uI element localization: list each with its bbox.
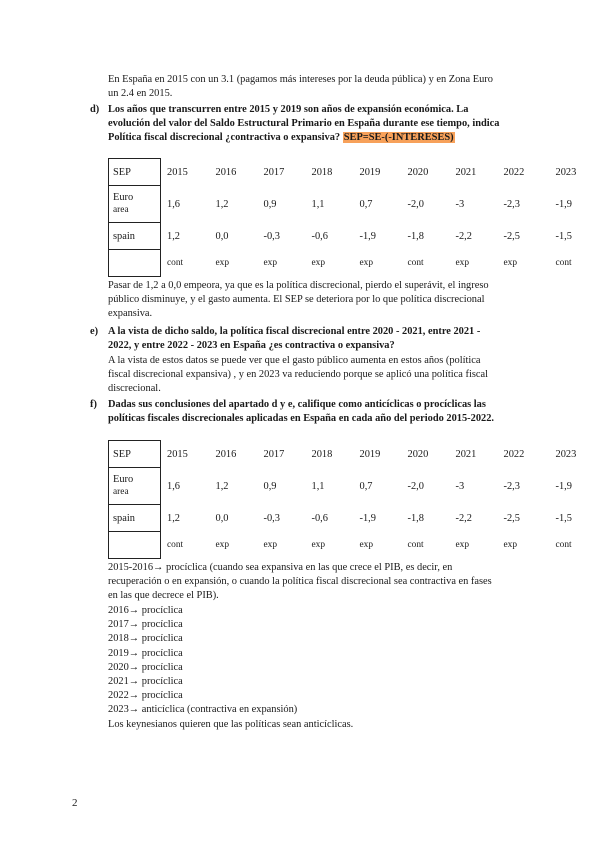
intro-paragraph: En España en 2015 con un 3.1 (pagamos más intereses por la deuda pública) y en Zona Euro un 2.4 en 2015. bbox=[108, 74, 493, 100]
sep-table-2 bbox=[108, 440, 598, 559]
list-item: 2022→ procíclica bbox=[108, 690, 183, 702]
list-item: 2019→ procíclica bbox=[108, 647, 183, 659]
table-header-cell: SEP bbox=[109, 159, 161, 186]
table-row-label: spain bbox=[109, 505, 161, 532]
question-d-text: Los años que transcurren entre 2015 y 2019 son años de expansión económica. La evolución del valor del Saldo Estructural Primario en España durante ese tiempo, indica Política fiscal discrecional ¿contractiva o expansiva? SEP=SE-(-INTERESES) bbox=[108, 104, 500, 144]
list-item: 2016→ procíclica bbox=[108, 605, 183, 616]
list-item: 2023→ anticíclica (contractiva en expansión) bbox=[108, 704, 298, 716]
table-row: SEP 2015 2016 2017 2018 2019 2020 2021 2022 2023 bbox=[109, 159, 598, 186]
table-row: spain 1,2 0,0 -0,3 -0,6 -1,9 -1,8 -2,2 -2,5 -1,5 bbox=[109, 223, 598, 250]
list-item: 2018→ procíclica bbox=[108, 633, 183, 645]
cyclicality-list bbox=[108, 604, 528, 732]
table-header-cell: SEP bbox=[109, 441, 161, 468]
table-row: SEP 2015 2016 2017 2018 2019 2020 2021 2022 2023 bbox=[109, 441, 598, 468]
answer-f-paragraph: 2015-2016→ procíclica (cuando sea expansiva en las que crece el PIB, es decir, en recuperación o en expansión, o cuando la política fiscal discrecional sea contractiva en fases en las que decrece el PIB). bbox=[108, 562, 492, 602]
sep-formula-highlight: SEP=SE-(-INTERESES) bbox=[343, 132, 454, 144]
question-e-label: e) bbox=[90, 326, 99, 337]
list-item: 2021→ procíclica bbox=[108, 676, 183, 688]
question-d-label: d) bbox=[90, 104, 100, 115]
question-f-text: Dadas sus conclusiones del apartado d y e, califique como anticíclicas o procíclicas las políticas fiscales discrecionales aplicadas en España en cada año del periodo 2015-2022. bbox=[108, 399, 495, 425]
answer-d-paragraph: Pasar de 1,2 a 0,0 empeora, ya que es la política discrecional, pierdo el superávit, el ingreso público disminuye, y el gasto aumenta. El SEP se deteriora por lo que política discrecional expansiva. bbox=[108, 280, 489, 320]
table-row: cont exp exp exp exp cont exp exp cont bbox=[109, 250, 598, 277]
table-row-label bbox=[109, 250, 161, 277]
list-item: Los keynesianos quieren que las políticas sean anticíclicas. bbox=[108, 718, 354, 730]
table-row: spain 1,2 0,0 -0,3 -0,6 -1,9 -1,8 -2,2 -2,5 -1,5 bbox=[109, 505, 598, 532]
table-row-label bbox=[109, 532, 161, 559]
question-e-text: A la vista de dicho saldo, la política fiscal discrecional entre 2020 - 2021, entre 2021 - 2022, y entre 2022 - 2023 en España ¿es contractiva o expansiva? bbox=[108, 326, 481, 352]
question-f-label: f) bbox=[90, 399, 97, 410]
table-row: Euro area 1,6 1,2 0,9 1,1 0,7 -2,0 -3 -2,3 -1,9 bbox=[109, 468, 598, 505]
table-row: Euro area 1,6 1,2 0,9 1,1 0,7 -2,0 -3 -2,3 -1,9 bbox=[109, 186, 598, 223]
list-item: 2020→ procíclica bbox=[108, 661, 183, 673]
list-item: 2017→ procíclica bbox=[108, 619, 183, 631]
table-row: cont exp exp exp exp cont exp exp cont bbox=[109, 532, 598, 559]
sep-table-1 bbox=[108, 158, 598, 277]
table-row-label: spain bbox=[109, 223, 161, 250]
page-number: 2 bbox=[72, 797, 78, 809]
table-row-label: Euro area bbox=[109, 468, 161, 505]
table-row-label: Euro area bbox=[109, 186, 161, 223]
answer-e-paragraph: A la vista de estos datos se puede ver que el gasto público aumenta en estos años (política fiscal discrecional expansiva) , y en 2023 va reduciendo porque se aplicó una política fiscal discrecional. bbox=[108, 355, 488, 395]
